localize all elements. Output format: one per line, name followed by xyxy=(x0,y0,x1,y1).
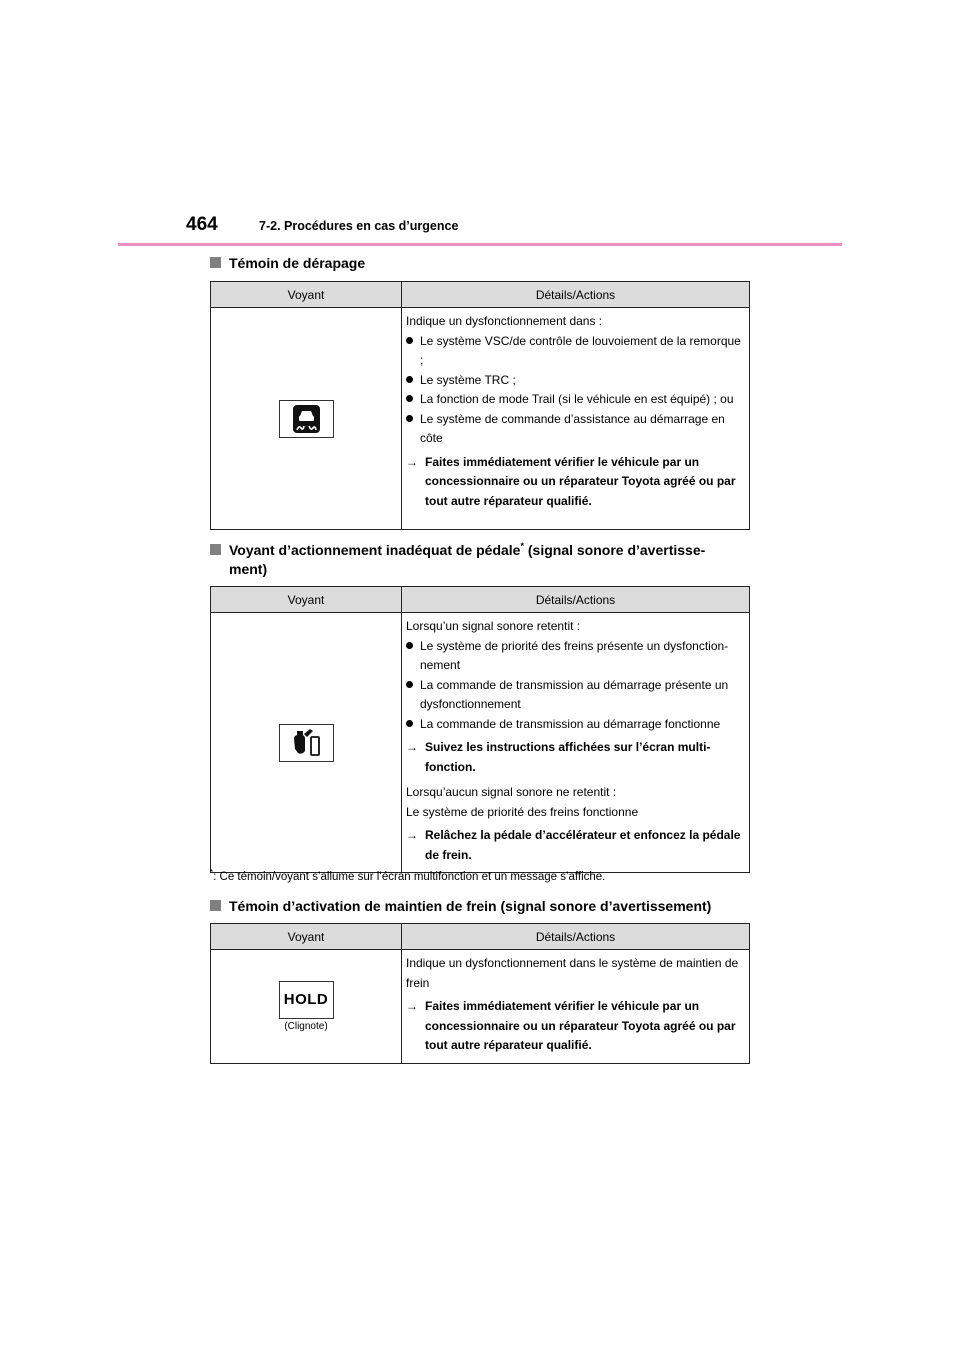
icon-cell xyxy=(211,950,402,1064)
footnote: *: Ce témoin/voyant s’allume sur l’écran multifonction et un message s’affiche. xyxy=(210,868,606,883)
action-text: → Faites immédiatement vérifier le véhicule par un concessionnaire ou un réparateur Toyota agréé ou par tout autre réparateur qualifié. xyxy=(406,999,736,1052)
detail-text: Le système de priorité des freins fonctionne xyxy=(406,804,639,819)
pedal-misoperation-icon xyxy=(279,724,334,762)
bullet-item: Le système de priorité des freins présente un dysfonction-nement xyxy=(406,637,743,676)
detail-intro: Lorsqu’aucun signal sonore ne retentit : xyxy=(406,785,617,799)
page-number: 464 xyxy=(186,214,218,235)
bullet-item: La commande de transmission au démarrage présente un dysfonctionnement xyxy=(406,676,743,715)
column-header-details: Détails/Actions xyxy=(402,924,750,950)
detail-intro: Indique un dysfonctionnement dans : xyxy=(406,314,603,328)
icon-cell xyxy=(211,613,402,873)
column-header-voyant: Voyant xyxy=(211,282,402,308)
action-text: → Relâchez la pédale d’accélérateur et enfoncez la pédale de frein. xyxy=(406,828,741,862)
chapter-title: 7-2. Procédures en cas d’urgence xyxy=(259,219,459,233)
detail-intro: Indique un dysfonctionnement dans le système de maintien de frein xyxy=(406,956,739,990)
square-bullet-icon xyxy=(210,900,221,911)
warning-table-skid xyxy=(210,281,750,530)
bullet-item: La fonction de mode Trail (si le véhicule en est équipé) ; ou xyxy=(406,390,743,410)
details-cell xyxy=(402,950,750,1064)
header-divider xyxy=(118,243,842,246)
square-bullet-icon xyxy=(210,257,221,268)
details-cell xyxy=(402,613,750,873)
section-heading-pedal: Voyant d’actionnement inadéquat de pédale* (signal sonore d’avertisse- ment) xyxy=(210,541,705,579)
arrow-icon: → xyxy=(406,999,418,1013)
bullet-item: Le système de commande d’assistance au démarrage en côte xyxy=(406,410,743,449)
details-cell xyxy=(402,308,750,530)
detail-intro: Lorsqu’un signal sonore retentit : xyxy=(406,619,581,633)
section-heading-skid xyxy=(210,254,365,273)
section-heading-hold: Témoin d’activation de maintien de frein (signal sonore d’avertissement) xyxy=(210,897,711,916)
bullet-item: Le système VSC/de contrôle de louvoiement de la remorque ; xyxy=(406,332,743,371)
column-header-details: Détails/Actions xyxy=(402,282,750,308)
bullet-item: Le système TRC ; xyxy=(406,371,743,391)
arrow-icon: → xyxy=(406,740,418,754)
icon-caption: (Clignote) xyxy=(284,1020,328,1032)
skid-car-icon xyxy=(279,400,334,438)
brake-hold-icon: HOLD xyxy=(279,981,334,1019)
square-bullet-icon xyxy=(210,544,221,555)
action-text: → Suivez les instructions affichées sur l’écran multi-fonction. xyxy=(406,740,711,774)
arrow-icon: → xyxy=(406,828,418,842)
section-title: Témoin de dérapage xyxy=(229,255,366,271)
warning-table-pedal xyxy=(210,586,750,873)
column-header-voyant: Voyant xyxy=(211,924,402,950)
warning-table-hold xyxy=(210,923,750,1064)
icon-cell xyxy=(211,308,402,530)
column-header-details: Détails/Actions xyxy=(402,587,750,613)
bullet-item: La commande de transmission au démarrage fonctionne xyxy=(406,715,743,735)
action-text: → Faites immédiatement vérifier le véhicule par un concessionnaire ou un réparateur Toyota agréé ou par tout autre réparateur qualifié. xyxy=(406,454,736,508)
arrow-icon: → xyxy=(406,454,418,469)
column-header-voyant: Voyant xyxy=(211,587,402,613)
